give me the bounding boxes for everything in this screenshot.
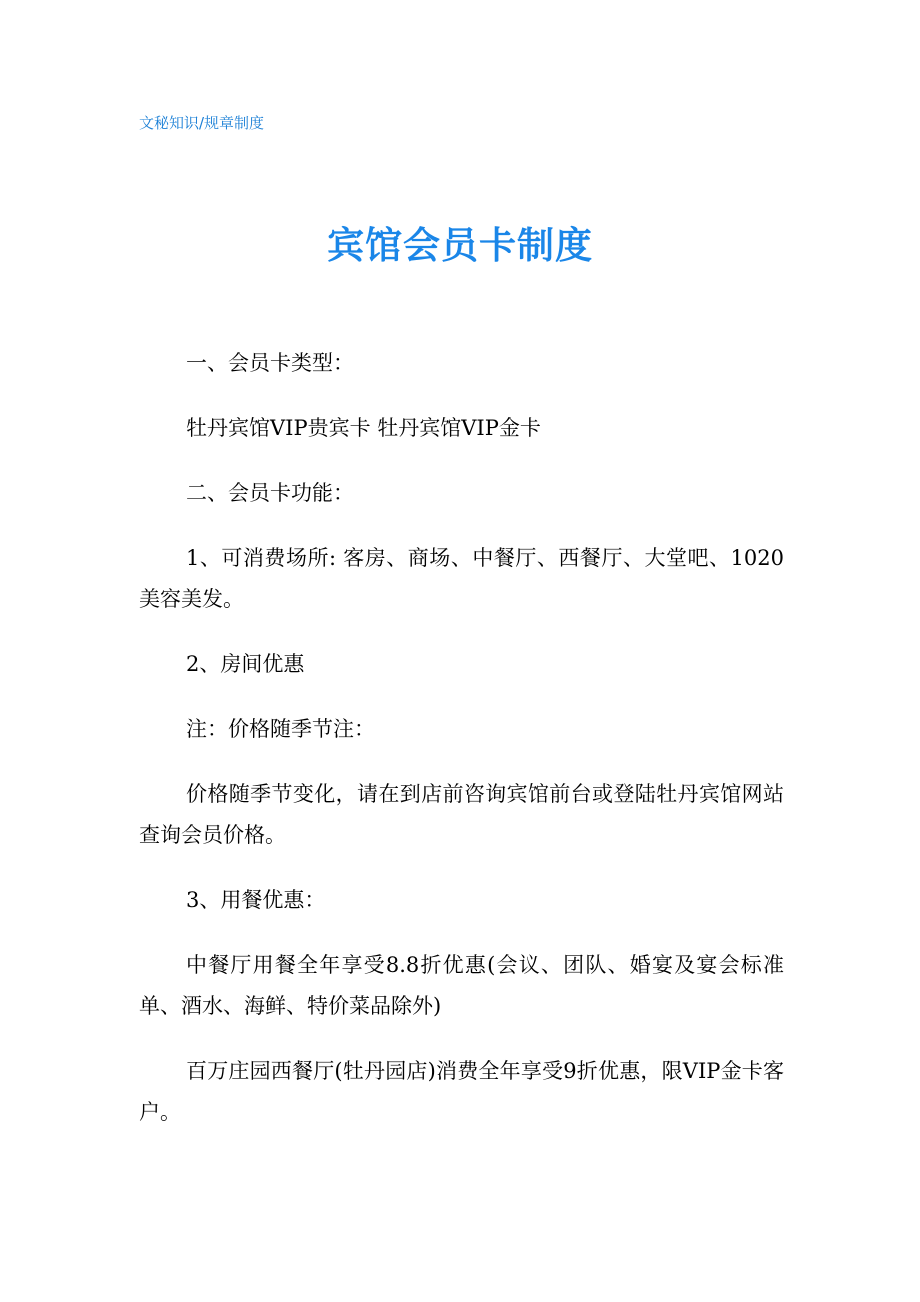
paragraph-western-restaurant: 百万庄园西餐厅(牡丹园店)消费全年享受9折优惠，限VIP金卡客户。	[139, 1059, 784, 1124]
paragraph-consumption-places: 1、可消费场所: 客房、商场、中餐厅、西餐厅、大堂吧、1020美容美发。	[139, 546, 784, 611]
paragraph-room-discount: 2、房间优惠	[186, 652, 305, 676]
paragraph-chinese-restaurant: 中餐厅用餐全年享受8.8折优惠(会议、团队、婚宴及宴会标准单、酒水、海鲜、特价菜品除外)	[139, 953, 784, 1018]
paragraph-price-change: 价格随季节变化，请在到店前咨询宾馆前台或登陆牡丹宾馆网站查询会员价格。	[139, 782, 784, 847]
document-body	[139, 343, 784, 1157]
paragraph-card-names: 牡丹宾馆VIP贵宾卡 牡丹宾馆VIP金卡	[186, 416, 541, 440]
breadcrumb[interactable]: 文秘知识/规章制度	[139, 114, 265, 132]
section-heading-card-types: 一、会员卡类型：	[186, 351, 354, 375]
section-heading-card-functions: 二、会员卡功能：	[186, 481, 354, 505]
page-title: 宾馆会员卡制度	[327, 224, 593, 267]
paragraph-dining-discount: 3、用餐优惠：	[186, 888, 326, 912]
paragraph-price-note: 注：价格随季节注：	[186, 717, 375, 741]
